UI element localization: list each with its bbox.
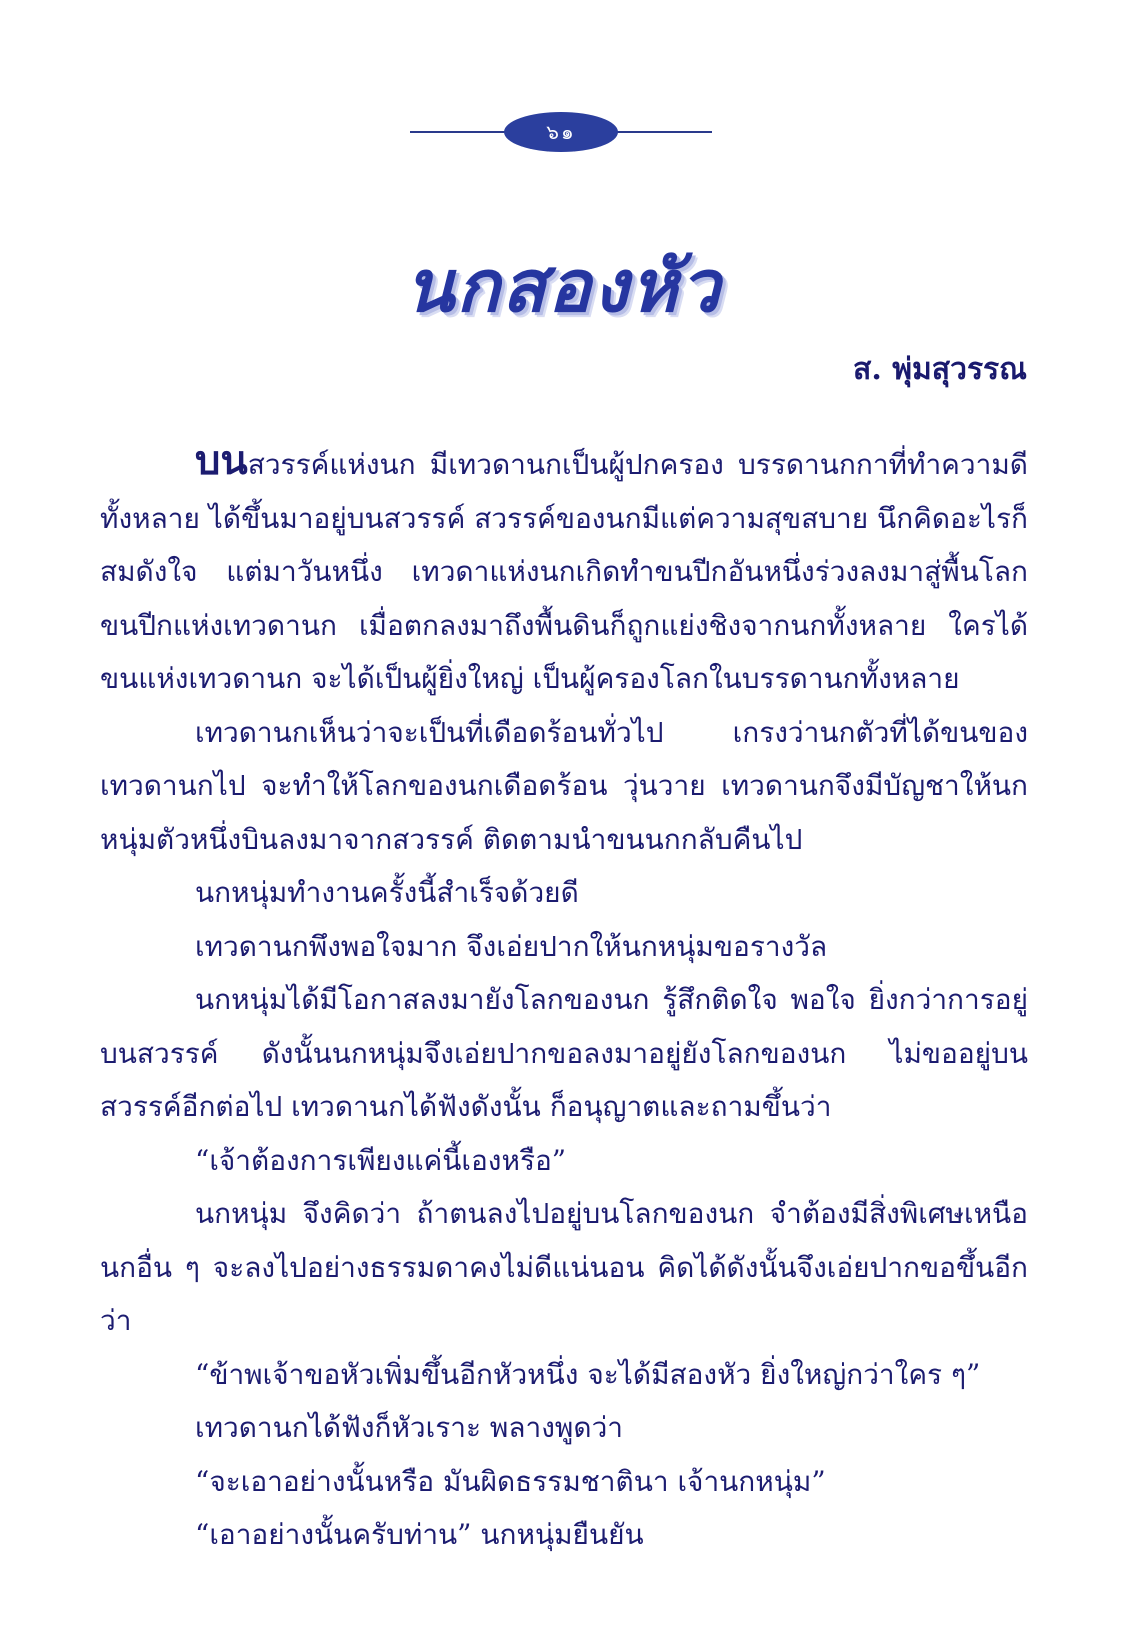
dialogue: “เจ้าต้องการเพียงแค่นี้เองหรือ” <box>195 1143 567 1177</box>
drop-cap: บน <box>195 437 248 484</box>
dialogue: “จะเอาอย่างนั้นหรือ มันผิดธรรมชาตินา เจ้านกหนุ่ม” <box>195 1464 826 1498</box>
paragraph: นกหนุ่มได้มีโอกาสลงมายังโลกของนก รู้สึกติดใจ พอใจ ยิ่งกว่าการอยู่บนสวรรค์ ดังนั้นนกหนุ่มจึงเอ่ยปากขอลงมาอยู่ยังโลกของนก ไม่ขออยู่บนสวรรค์อีกต่อไป เทวดานกได้ฟังดังนั้น ก็อนุญาตและถามขึ้นว่า <box>100 983 1028 1123</box>
paragraph: เทวดานกได้ฟังก็หัวเราะ พลางพูดว่า <box>195 1411 624 1444</box>
paragraph: เทวดานกเห็นว่าจะเป็นที่เดือดร้อนทั่วไป เกรงว่านกตัวที่ได้ขนของเทวดานกไป จะทำให้โลกของนกเดือดร้อน วุ่นวาย เทวดานกจึงมีบัญชาให้นกหนุ่มตัวหนึ่งบินลงมาจากสวรรค์ ติดตามนำขนนกกลับคืนไป <box>100 715 1028 856</box>
author-name: ส. พุ่มสุวรรณ <box>853 352 1027 387</box>
paragraph: นกหนุ่ม จึงคิดว่า ถ้าตนลงไปอยู่บนโลกของนก จำต้องมีสิ่งพิเศษเหนือนกอื่น ๆ จะลงไปอย่างธรรมดาคงไม่ดีแน่นอน คิดได้ดังนั้นจึงเอ่ยปากขอขึ้นอีกว่า <box>100 1197 1028 1337</box>
dialogue: “เอาอย่างนั้นครับท่าน” นกหนุ่มยืนยัน <box>195 1518 644 1551</box>
paragraph-text: สวรรค์แห่งนก มีเทวดานกเป็นผู้ปกครอง บรรดานกกาที่ทำความดีทั้งหลาย ได้ขึ้นมาอยู่บนสวรรค์ สวรรค์ของนกมีแต่ความสุขสบาย นึกคิดอะไรก็สมดังใจ แต่มาวันหนึ่ง เทวดาแห่งนกเกิดทำขนปีกอันหนึ่งร่วงลงมาสู่พื้นโลก ขนปีกแห่งเทวดานก เมื่อตกลงมาถึงพื้นดินก็ถูกแย่งชิงจากนกทั้งหลาย ใครได้ขนแห่งเทวดานก จะได้เป็นผู้ยิ่งใหญ่ เป็นผู้ครองโลกในบรรดานกทั้งหลาย <box>100 448 1028 695</box>
page-number-oval <box>504 112 618 152</box>
page-number: ๖๑ <box>546 120 576 144</box>
page-number-ornament <box>410 112 712 152</box>
story-body <box>100 434 1028 1562</box>
paragraph <box>100 434 1028 706</box>
paragraph: นกหนุ่มทำงานครั้งนี้สำเร็จด้วยดี <box>195 876 579 909</box>
dialogue: “ข้าพเจ้าขอหัวเพิ่มขึ้นอีกหัวหนึ่ง จะได้มีสองหัว ยิ่งใหญ่กว่าใคร ๆ” <box>195 1357 981 1391</box>
story-title: นกสองหัว <box>404 243 723 328</box>
paragraph: เทวดานกพึงพอใจมาก จึงเอ่ยปากให้นกหนุ่มขอรางวัล <box>195 929 828 963</box>
